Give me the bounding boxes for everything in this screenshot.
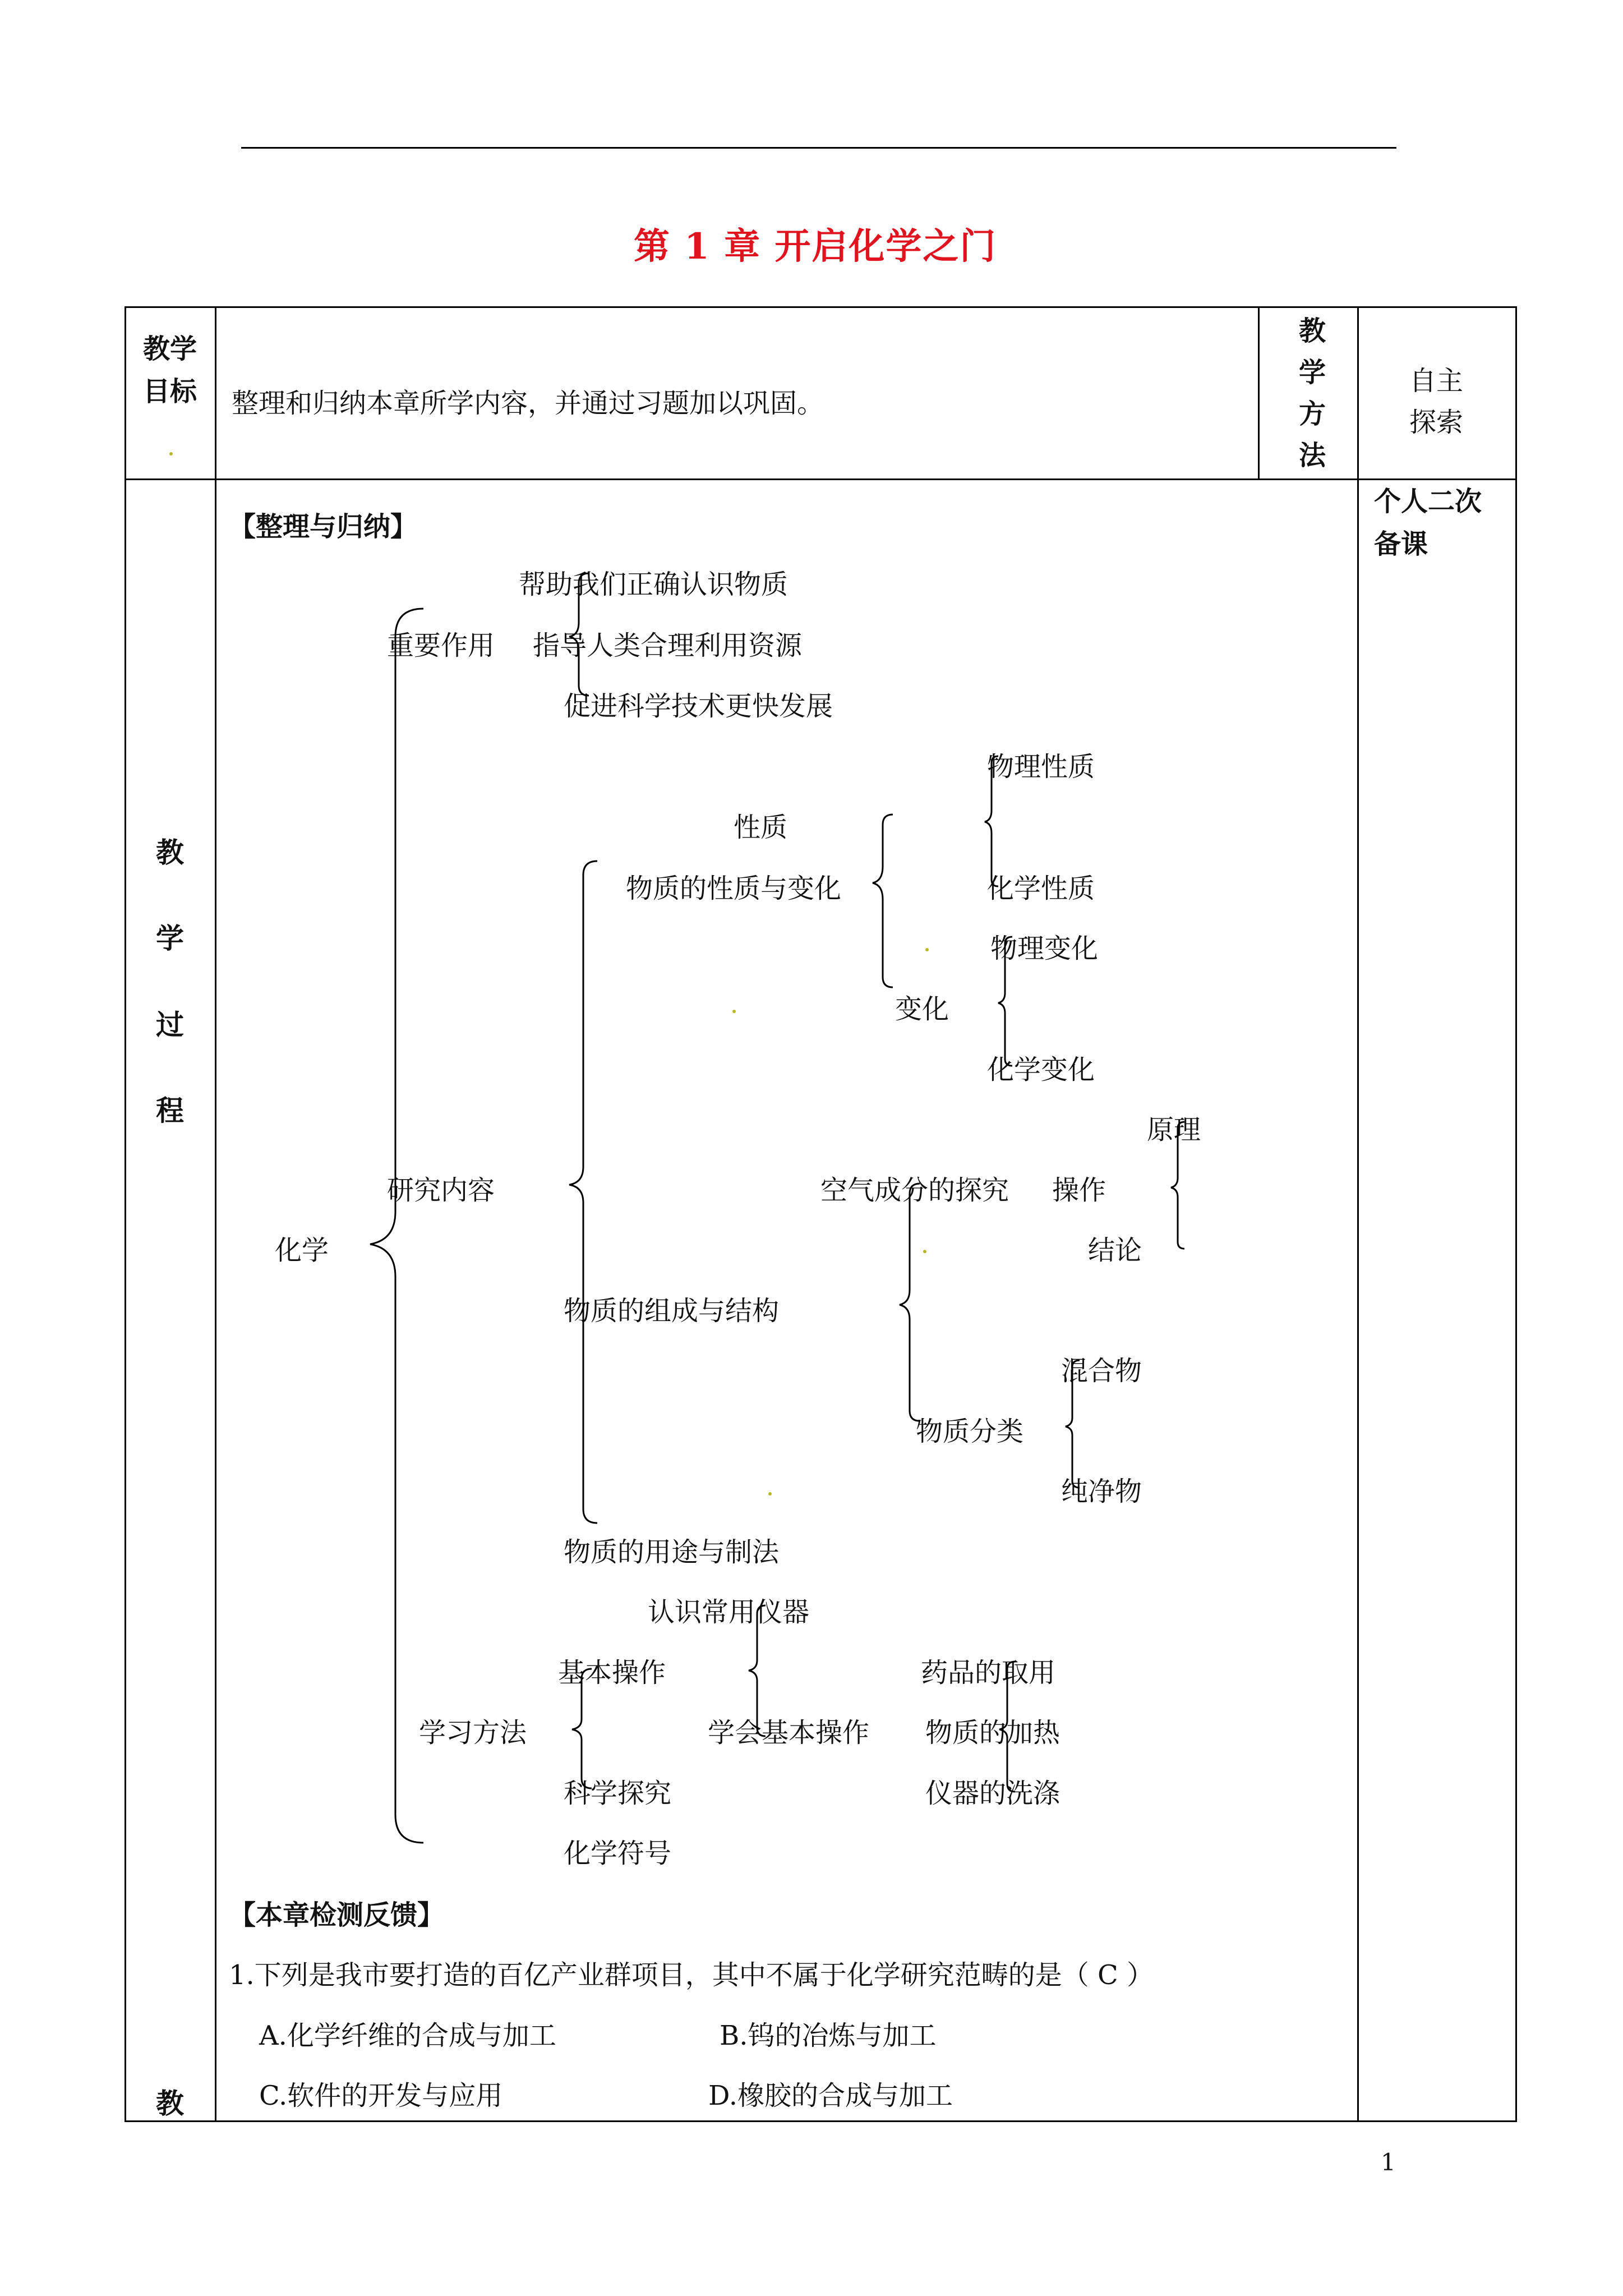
brace-changes bbox=[998, 937, 1012, 1066]
brace-properties bbox=[985, 756, 998, 886]
brace-research bbox=[569, 861, 597, 1523]
question-1-option-c: C.软件的开发与应用 bbox=[259, 2080, 503, 2111]
importance-label: 重要作用 bbox=[387, 630, 495, 661]
goal-header-line2: 目标 bbox=[143, 376, 197, 407]
brace-importance bbox=[569, 573, 589, 696]
basic-ops-label: 基本操作 bbox=[558, 1657, 666, 1688]
page-number: 1 bbox=[1381, 2148, 1396, 2176]
brace-root bbox=[370, 609, 423, 1843]
method-value-line2: 探索 bbox=[1409, 407, 1464, 438]
importance-item-1: 帮助我们正确认识物质 bbox=[519, 569, 789, 600]
brace-methods bbox=[572, 1669, 592, 1788]
side-header-line1: 个人二次 bbox=[1374, 486, 1482, 517]
learn-ops-label: 学会基本操作 bbox=[708, 1717, 870, 1749]
goal-header-line1: 教学 bbox=[143, 333, 197, 365]
chemical-change: 化学变化 bbox=[987, 1054, 1095, 1085]
inquiry-label: 科学探究 bbox=[564, 1778, 672, 1809]
pure-substance: 纯净物 bbox=[1061, 1476, 1142, 1507]
washing-instruments: 仪器的洗涤 bbox=[925, 1778, 1061, 1809]
brace-classification bbox=[1066, 1360, 1080, 1488]
changes-label: 变化 bbox=[895, 993, 949, 1025]
brace-basic-ops bbox=[749, 1605, 766, 1736]
goal-text: 整理和归纳本章所学内容，并通过习题加以巩固。 bbox=[232, 388, 824, 419]
brace-composition bbox=[900, 1184, 920, 1421]
air-principle: 原理 bbox=[1147, 1114, 1201, 1145]
heating-substances: 物质的加热 bbox=[925, 1717, 1061, 1749]
chemical-property: 化学性质 bbox=[987, 873, 1095, 904]
method-header-char-4: 法 bbox=[1299, 440, 1326, 471]
summary-section-title: 【整理与归纳】 bbox=[229, 511, 418, 542]
page-title: 第 1 章 开启化学之门 bbox=[634, 226, 997, 268]
physical-change: 物理变化 bbox=[990, 933, 1099, 964]
feedback-section-title: 【本章检测反馈】 bbox=[229, 1899, 445, 1931]
method-value-line1: 自主 bbox=[1409, 365, 1464, 397]
brace-air bbox=[1171, 1122, 1184, 1249]
properties-changes-label: 物质的性质与变化 bbox=[626, 873, 842, 904]
question-1-option-a: A.化学纤维的合成与加工 bbox=[259, 2020, 556, 2051]
know-instruments: 认识常用仪器 bbox=[648, 1596, 810, 1628]
air-operation: 操作 bbox=[1052, 1175, 1106, 1206]
air-investigation-label: 空气成分的探究 bbox=[820, 1175, 1009, 1206]
method-header-char-1: 教 bbox=[1299, 315, 1326, 347]
process-header-char-4: 程 bbox=[156, 1094, 184, 1127]
process-header-char-3: 过 bbox=[156, 1008, 184, 1041]
method-header-char-3: 方 bbox=[1299, 398, 1326, 430]
root-chemistry: 化学 bbox=[275, 1235, 329, 1266]
symbols-label: 化学符号 bbox=[564, 1838, 672, 1869]
next-section-header-char: 教 bbox=[156, 2087, 184, 2120]
air-conclusion: 结论 bbox=[1088, 1235, 1142, 1266]
process-header-char-2: 学 bbox=[156, 922, 184, 955]
reagent-handling: 药品的取用 bbox=[921, 1657, 1056, 1688]
mixture: 混合物 bbox=[1061, 1355, 1142, 1387]
uses-label: 物质的用途与制法 bbox=[564, 1536, 780, 1568]
method-header-char-2: 学 bbox=[1299, 357, 1326, 388]
question-1-stem: 1.下列是我市要打造的百亿产业群项目，其中不属于化学研究范畴的是（ C ） bbox=[229, 1959, 1154, 1991]
side-header-line2: 备课 bbox=[1374, 528, 1428, 560]
properties-label: 性质 bbox=[734, 812, 788, 843]
brace-properties-changes bbox=[873, 815, 893, 987]
question-1-option-d: D.橡胶的合成与加工 bbox=[708, 2080, 953, 2111]
brace-learn-ops bbox=[999, 1662, 1015, 1792]
importance-item-2: 指导人类合理利用资源 bbox=[533, 630, 803, 661]
composition-label: 物质的组成与结构 bbox=[564, 1295, 780, 1327]
physical-property: 物理性质 bbox=[987, 751, 1095, 783]
process-header-char-1: 教 bbox=[156, 836, 184, 869]
question-1-option-b: B.钨的冶炼与加工 bbox=[720, 2020, 937, 2051]
classification-label: 物质分类 bbox=[916, 1416, 1024, 1447]
research-label: 研究内容 bbox=[387, 1175, 495, 1206]
importance-item-3: 促进科学技术更快发展 bbox=[564, 691, 833, 722]
methods-label: 学习方法 bbox=[419, 1717, 527, 1749]
